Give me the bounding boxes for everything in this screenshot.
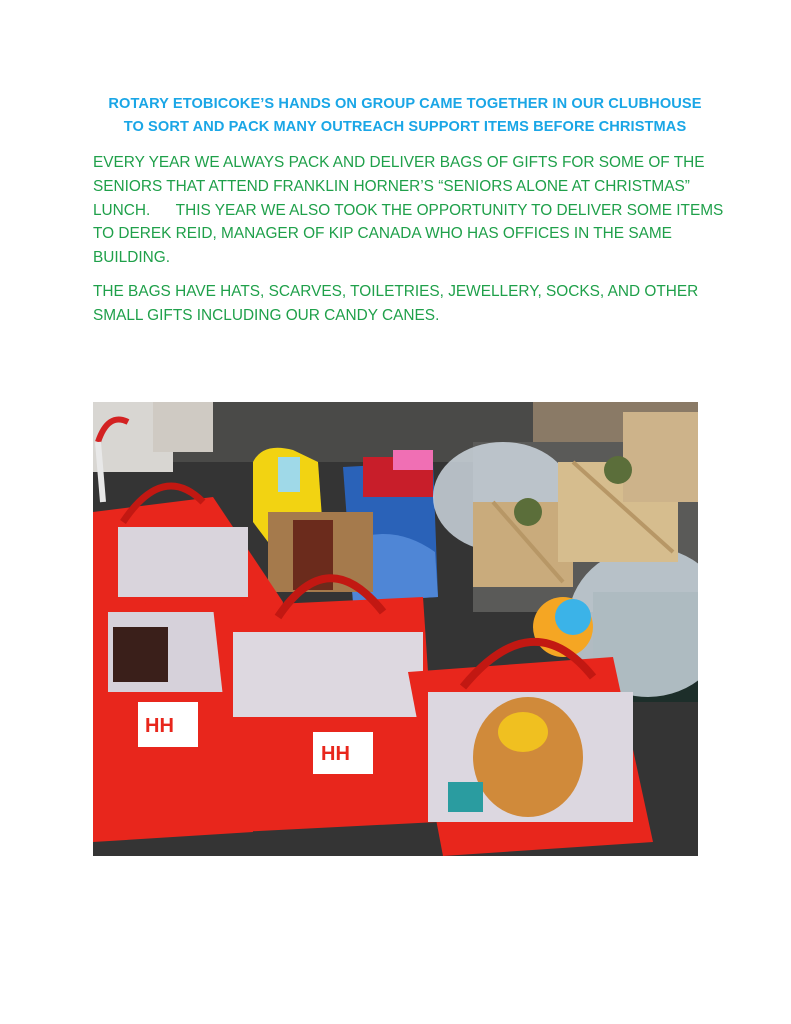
paragraph-line: THE BAGS HAVE HATS, SCARVES, TOILETRIES, JEWELLERY, SOCKS, AND OTHER — [93, 283, 699, 300]
svg-text:HH: HH — [145, 715, 174, 737]
paragraph-line: TO DEREK REID, MANAGER OF KIP CANADA WHO HAS OFFICES IN THE SAME — [93, 225, 672, 243]
paragraph-line: EVERY YEAR WE ALWAYS PACK AND DELIVER BAGS OF GIFTS FOR SOME OF THE — [93, 154, 705, 171]
page-title — [60, 93, 750, 139]
photo-gift-bags — [93, 402, 698, 856]
svg-text:HH: HH — [321, 743, 350, 765]
paragraph-line: SMALL GIFTS INCLUDING OUR CANDY CANES. — [93, 306, 440, 324]
paragraph-intro — [93, 151, 724, 270]
gift-bags-photo — [93, 402, 698, 856]
title-line-1: ROTARY ETOBICOKE’S HANDS ON GROUP CAME TOGETHER IN OUR CLUBHOUSE — [108, 96, 702, 112]
paragraph-line: BUILDING. — [93, 249, 170, 267]
title-line-2: TO SORT AND PACK MANY OUTREACH SUPPORT ITEMS BEFORE CHRISTMAS — [123, 119, 687, 135]
paragraph-contents — [93, 280, 713, 328]
paragraph-line: SENIORS THAT ATTEND FRANKLIN HORNER’S “SENIORS ALONE AT CHRISTMAS” — [93, 177, 690, 195]
paragraph-line: LUNCH. THIS YEAR WE ALSO TOOK THE OPPORTUNITY TO DELIVER SOME ITEMS — [93, 201, 724, 219]
